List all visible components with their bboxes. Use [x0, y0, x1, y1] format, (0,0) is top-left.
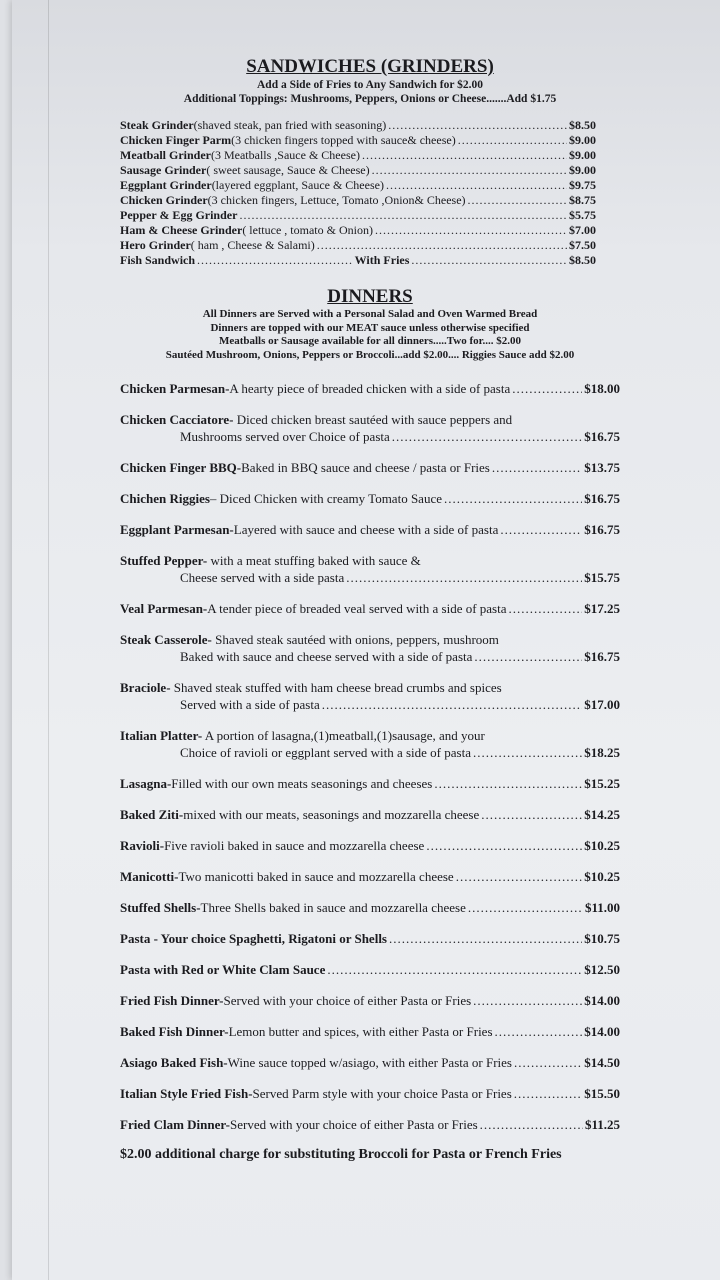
dinner-description: mixed with our meats, seasonings and mozzarella cheese	[183, 807, 480, 822]
sandwich-name: Eggplant Grinder	[120, 178, 212, 192]
dinner-price: $16.75	[584, 522, 620, 537]
dinner-description-cont: Baked with sauce and cheese served with a side of pasta	[180, 649, 473, 664]
dinner-item	[120, 1085, 620, 1102]
dinner-name: Chichen Riggies	[120, 491, 210, 506]
leader-dots	[492, 459, 582, 476]
dinner-description: Three Shells baked in sauce and mozzarella cheese	[200, 900, 466, 915]
leader-dots	[473, 744, 582, 761]
dinner-description: A hearty piece of breaded chicken with a side of pasta	[229, 381, 511, 396]
dinner-description: A portion of lasagna,(1)meatball,(1)sausage, and your	[202, 728, 485, 743]
sandwich-name: Fish Sandwich	[120, 253, 196, 267]
sandwich-extra: With Fries	[354, 253, 410, 267]
dinner-description-cont: Mushrooms served over Choice of pasta	[180, 429, 390, 444]
dinner-description: Baked in BBQ sauce and cheese / pasta or Fries	[241, 460, 490, 475]
dinner-description: Shaved steak sautéed with onions, peppers, mushroom	[211, 632, 499, 647]
dinner-line	[120, 428, 620, 445]
leader-dots	[434, 775, 582, 792]
menu-page	[12, 0, 720, 1280]
dinner-price: $18.25	[584, 745, 620, 760]
dinner-line	[120, 868, 620, 885]
dinner-price: $18.00	[584, 381, 620, 396]
sandwich-name: Chicken Finger Parm	[120, 133, 232, 147]
sandwich-description: (3 chicken fingers, Lettuce, Tomato ,Onion& Cheese)	[207, 193, 466, 207]
sandwich-item	[120, 208, 596, 223]
dinners-note-addons: Sautéed Mushroom, Onions, Peppers or Broccoli...add $2.00.... Riggies Sauce add $2.00	[165, 348, 575, 361]
sandwich-description: (3 chicken fingers topped with sauce& cheese)	[231, 133, 456, 147]
dinner-description: A tender piece of breaded veal served with a side of pasta	[207, 601, 507, 616]
sandwich-item	[120, 253, 596, 268]
dinner-name: Stuffed Pepper-	[120, 553, 208, 568]
sandwich-item	[120, 118, 596, 133]
sandwich-price: $8.75	[569, 193, 596, 207]
sandwich-name: Pepper & Egg Grinder	[120, 208, 238, 222]
dinner-price: $14.25	[584, 807, 620, 822]
dinner-line	[120, 899, 620, 916]
sandwiches-header	[120, 56, 620, 106]
sandwich-price: $7.50	[569, 238, 596, 252]
dinner-line	[120, 490, 620, 507]
dinners-note-salad: All Dinners are Served with a Personal Salad and Oven Warmed Bread	[202, 308, 538, 320]
leader-dots	[392, 428, 582, 445]
sandwich-name: Sausage Grinder	[120, 163, 207, 177]
dinner-description: Served with your choice of either Pasta or Fries	[230, 1117, 478, 1132]
dinner-line	[120, 380, 620, 397]
sandwich-item	[120, 178, 596, 193]
leader-dots	[495, 1023, 583, 1040]
dinner-item	[120, 868, 620, 885]
sandwich-price: $8.50	[569, 118, 596, 132]
sandwich-description: ( lettuce , tomato & Onion)	[242, 223, 373, 237]
dinner-item	[120, 806, 620, 823]
dinner-line	[120, 1116, 620, 1133]
dinner-name: Eggplant Parmesan-	[120, 522, 234, 537]
leader-dots	[327, 961, 582, 978]
dinner-description: Two manicotti baked in sauce and mozzarella cheese	[178, 869, 454, 884]
dinner-list	[120, 380, 620, 1133]
dinner-item	[120, 1054, 620, 1071]
dinner-line	[120, 648, 620, 665]
leader-dots	[372, 163, 567, 178]
sandwiches-note-fries: Add a Side of Fries to Any Sandwich for $2.00	[257, 79, 483, 91]
dinner-line	[120, 1023, 620, 1040]
leader-dots	[473, 992, 582, 1009]
dinner-item	[120, 961, 620, 978]
leader-dots	[509, 600, 583, 617]
dinner-description: Served Parm style with your choice Pasta or Fries	[252, 1086, 512, 1101]
dinner-price: $10.25	[584, 838, 620, 853]
sandwich-item	[120, 223, 596, 238]
dinner-price: $15.75	[584, 570, 620, 585]
leader-dots	[444, 490, 582, 507]
dinner-item	[120, 775, 620, 792]
leader-dots	[468, 193, 567, 208]
dinners-note-sauce: Dinners are topped with our MEAT sauce unless otherwise specified	[210, 321, 530, 334]
dinner-name: Italian Style Fried Fish-	[120, 1086, 253, 1101]
leader-dots	[322, 696, 583, 713]
dinner-item	[120, 1116, 620, 1133]
sandwich-name: Chicken Grinder	[120, 193, 208, 207]
sandwich-item	[120, 193, 596, 208]
leader-dots	[468, 899, 583, 916]
leader-dots	[389, 930, 582, 947]
dinner-description: Filled with our own meats seasonings and cheeses	[171, 776, 433, 791]
sandwich-price: $9.00	[569, 148, 596, 162]
dinner-price: $11.00	[584, 900, 620, 915]
dinner-item	[120, 837, 620, 854]
dinner-price: $11.25	[584, 1117, 620, 1132]
dinner-item	[120, 631, 620, 665]
dinner-item	[120, 727, 620, 761]
dinner-line	[120, 727, 620, 744]
dinner-line	[120, 521, 620, 538]
dinner-item	[120, 930, 620, 947]
dinner-line	[120, 696, 620, 713]
leader-dots	[426, 837, 582, 854]
dinners-header	[120, 286, 620, 362]
dinner-line	[120, 552, 620, 569]
dinner-item	[120, 992, 620, 1009]
dinner-name: Stuffed Shells-	[120, 900, 201, 915]
leader-dots	[481, 806, 582, 823]
dinner-name: Veal Parmesan-	[120, 601, 208, 616]
sandwich-price: $8.50	[569, 253, 596, 267]
dinner-description: Served with your choice of either Pasta or Fries	[223, 993, 472, 1008]
dinner-description-cont: Choice of ravioli or eggplant served with a side of pasta	[180, 745, 471, 760]
dinner-name: Fried Clam Dinner-	[120, 1117, 230, 1132]
menu-content	[120, 56, 620, 1163]
leader-dots	[386, 178, 567, 193]
leader-dots	[474, 648, 582, 665]
leader-dots	[514, 1085, 582, 1102]
sandwich-price: $9.75	[569, 178, 596, 192]
dinner-item	[120, 490, 620, 507]
dinner-name: Chicken Parmesan-	[120, 381, 230, 396]
dinner-price: $13.75	[584, 460, 620, 475]
dinner-price: $15.50	[584, 1086, 620, 1101]
dinner-name: Asiago Baked Fish-	[120, 1055, 228, 1070]
sandwich-price: $9.00	[569, 163, 596, 177]
dinner-name: Italian Platter-	[120, 728, 203, 743]
dinner-name: Braciole-	[120, 680, 171, 695]
sandwich-item	[120, 238, 596, 253]
sandwich-price: $7.00	[569, 223, 596, 237]
sandwich-description: (3 Meatballs ,Sauce & Cheese)	[210, 148, 360, 162]
sandwich-name: Meatball Grinder	[120, 148, 211, 162]
sandwich-description: ( ham , Cheese & Salami)	[190, 238, 315, 252]
dinner-line	[120, 411, 620, 428]
leader-dots	[458, 133, 567, 148]
leader-dots	[480, 1116, 583, 1133]
dinner-name: Steak Casserole-	[120, 632, 212, 647]
substitution-note: $2.00 additional charge for substituting Broccoli for Pasta or French Fries	[120, 1147, 562, 1162]
dinner-line	[120, 930, 620, 947]
dinner-description: Wine sauce topped w/asiago, with either Pasta or Fries	[227, 1055, 512, 1070]
dinner-description-cont: Served with a side of pasta	[180, 697, 320, 712]
dinner-item	[120, 899, 620, 916]
dinner-line	[120, 631, 620, 648]
dinners-title: DINNERS	[327, 286, 413, 307]
sandwich-item	[120, 163, 596, 178]
dinner-price: $14.50	[584, 1055, 620, 1070]
dinner-line	[120, 961, 620, 978]
dinner-price: $14.00	[584, 1024, 620, 1039]
dinner-name: Lasagna-	[120, 776, 172, 791]
sandwich-price: $5.75	[569, 208, 596, 222]
dinner-item	[120, 1023, 620, 1040]
leader-dots	[411, 253, 567, 268]
leader-dots	[346, 569, 582, 586]
dinner-item	[120, 380, 620, 397]
sandwich-price: $9.00	[569, 133, 596, 147]
leader-dots	[362, 148, 567, 163]
dinner-line	[120, 775, 620, 792]
dinner-description: with a meat stuffing baked with sauce &	[207, 553, 421, 568]
sandwich-name: Steak Grinder	[120, 118, 194, 132]
dinner-name: Baked Fish Dinner-	[120, 1024, 229, 1039]
sandwich-description: (shaved steak, pan fried with seasoning)	[193, 118, 387, 132]
dinner-price: $10.25	[584, 869, 620, 884]
dinner-line	[120, 1085, 620, 1102]
sandwich-description: ( sweet sausage, Sauce & Cheese)	[206, 163, 370, 177]
leader-dots	[500, 521, 582, 538]
dinner-line	[120, 569, 620, 586]
leader-dots	[456, 868, 583, 885]
dinner-item	[120, 521, 620, 538]
dinner-line	[120, 992, 620, 1009]
dinner-item	[120, 600, 620, 617]
dinner-price: $17.00	[584, 697, 620, 712]
dinner-item	[120, 552, 620, 586]
dinner-line	[120, 1054, 620, 1071]
dinner-description: Shaved steak stuffed with ham cheese bread crumbs and spices	[170, 680, 502, 695]
dinner-item	[120, 679, 620, 713]
dinner-line	[120, 679, 620, 696]
dinner-price: $16.75	[584, 649, 620, 664]
dinner-price: $16.75	[584, 429, 620, 444]
leader-dots	[317, 238, 567, 253]
leader-dots	[197, 253, 353, 268]
dinner-name: Fried Fish Dinner-	[120, 993, 224, 1008]
dinner-item	[120, 459, 620, 476]
dinner-price: $15.25	[584, 776, 620, 791]
dinner-description: Five ravioli baked in sauce and mozzarella cheese	[164, 838, 425, 853]
dinners-note-meatballs: Meatballs or Sausage available for all dinners.....Two for.... $2.00	[218, 335, 522, 347]
dinner-name: Pasta with Red or White Clam Sauce	[120, 962, 326, 977]
sandwich-item	[120, 133, 596, 148]
dinner-line	[120, 744, 620, 761]
sandwich-name: Ham & Cheese Grinder	[120, 223, 243, 237]
dinner-description: – Diced Chicken with creamy Tomato Sauce	[209, 491, 442, 506]
leader-dots	[388, 118, 567, 133]
dinner-description: Lemon butter and spices, with either Pasta or Fries	[228, 1024, 493, 1039]
dinner-name: Pasta - Your choice Spaghetti, Rigatoni or Shells	[120, 931, 387, 946]
sandwich-name: Hero Grinder	[120, 238, 191, 252]
leader-dots	[375, 223, 567, 238]
leader-dots	[512, 380, 582, 397]
sandwich-description: (layered eggplant, Sauce & Cheese)	[211, 178, 384, 192]
dinner-name: Chicken Finger BBQ-	[120, 460, 242, 475]
leader-dots	[239, 208, 567, 223]
dinner-price: $14.00	[584, 993, 620, 1008]
dinner-price: $10.75	[584, 931, 620, 946]
dinner-line	[120, 837, 620, 854]
dinner-price: $12.50	[584, 962, 620, 977]
dinner-name: Chicken Cacciatore-	[120, 412, 234, 427]
dinner-name: Manicotti-	[120, 869, 179, 884]
dinner-line	[120, 600, 620, 617]
dinner-price: $17.25	[584, 601, 620, 616]
dinner-name: Ravioli-	[120, 838, 165, 853]
sandwiches-title: SANDWICHES (GRINDERS)	[246, 56, 494, 77]
dinner-price: $16.75	[584, 491, 620, 506]
dinner-description: Diced chicken breast sautéed with sauce peppers and	[233, 412, 513, 427]
dinner-line	[120, 806, 620, 823]
dinner-line	[120, 459, 620, 476]
sandwiches-note-toppings: Additional Toppings: Mushrooms, Peppers, Onions or Cheese.......Add $1.75	[183, 93, 557, 105]
leader-dots	[514, 1054, 582, 1071]
sandwich-list	[120, 118, 596, 268]
sandwich-item	[120, 148, 596, 163]
dinner-name: Baked Ziti-	[120, 807, 184, 822]
dinner-description-cont: Cheese served with a side pasta	[180, 570, 345, 585]
dinner-description: Layered with sauce and cheese with a side of pasta	[233, 522, 499, 537]
dinner-item	[120, 411, 620, 445]
